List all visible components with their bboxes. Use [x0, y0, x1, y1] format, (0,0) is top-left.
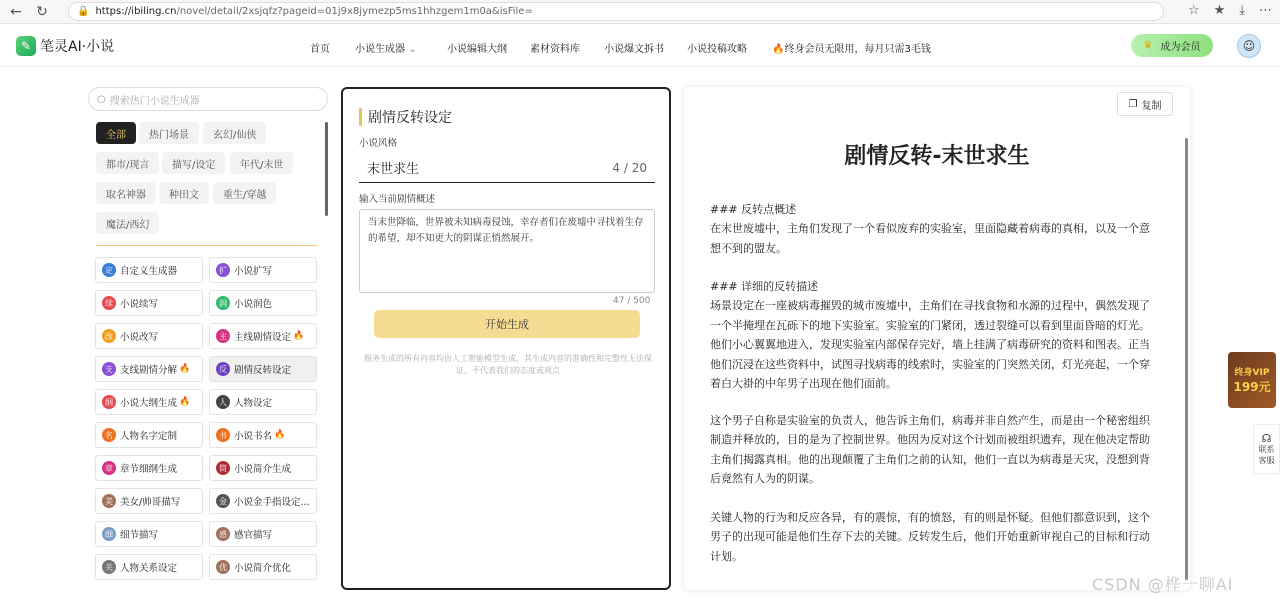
disclaimer: 服务生成的所有内容均由人工智能模型生成，其生成内容的准确性和完整性无法保证，不代表我们的态度或观点	[364, 354, 652, 375]
nav-materials[interactable]: 素材资料库	[530, 44, 580, 55]
tool-icon: 定	[102, 263, 116, 277]
search-icon: ○	[97, 93, 106, 105]
logo-icon: ✎	[16, 36, 36, 56]
tool-label: 主线剧情设定	[234, 332, 292, 343]
tool-item[interactable]	[209, 323, 317, 349]
nav-promo-label: 终身会员无限用，每月只需3毛钱	[784, 44, 931, 55]
tool-icon: 扩	[216, 263, 230, 277]
form-title-text: 剧情反转设定	[368, 110, 452, 126]
chevron-down-icon: ⌄	[408, 44, 417, 55]
category-hot[interactable]: 热门场景	[139, 122, 199, 144]
category-farming[interactable]: 种田文	[159, 182, 209, 204]
tool-icon: 人	[216, 395, 230, 409]
output-panel	[684, 87, 1190, 590]
output-paragraph: ### 详细的反转描述 场景设定在一座被病毒摧毁的城市废墟中，主角们在寻找食物和水源的过程中，偶然发现了一个半掩埋在瓦砾下的地下实验室。实验室的门紧闭，透过裂缝可以看到里面昏暗的灯光。他们小心翼翼地进入，发现实验室内部保存完好，墙上挂满了病毒研究的资料和图表。正当他们沉浸在这些资料中，试图寻找病毒的线索时，实验室的门突然关闭，灯光亮起，一个穿着白大褂的中年男子出现在他们面前。	[710, 280, 1150, 391]
generator-form	[341, 87, 671, 590]
tool-icon: 细	[102, 527, 116, 541]
tool-item[interactable]	[95, 389, 203, 415]
download-icon[interactable]: ⤓	[1239, 3, 1245, 18]
tool-icon: 感	[216, 527, 230, 541]
tool-label: 小说改写	[120, 332, 159, 343]
tool-label: 支线剧情分解	[120, 365, 178, 376]
tool-label: 章节细纲生成	[120, 464, 178, 475]
tool-item[interactable]	[209, 488, 317, 514]
copy-button[interactable]	[1117, 92, 1173, 116]
search-placeholder: 搜索热门小说生成器	[109, 95, 200, 107]
site-logo[interactable]	[16, 36, 114, 56]
tool-item[interactable]	[95, 323, 203, 349]
nav-home[interactable]: 首页	[310, 44, 330, 55]
style-value: 末世求生	[367, 162, 420, 177]
url-path: /novel/detail/2xsjqfz?pageid=01j9x8jymezp5ms1hhzgem1m0a&isFile=	[176, 6, 533, 17]
plot-textarea[interactable]: 当末世降临，世界被未知病毒侵蚀，幸存者们在废墟中寻找着生存的希望，却不知更大的阴谋正悄然展开。	[359, 209, 655, 293]
tool-icon: 支	[102, 362, 116, 376]
tool-icon: 续	[102, 296, 116, 310]
tool-icon: 名	[102, 428, 116, 442]
nav-outline[interactable]: 小说编辑大纲	[447, 44, 507, 55]
become-vip-button[interactable]	[1131, 34, 1213, 57]
tool-icon: 金	[216, 494, 230, 508]
tool-label: 人物关系设定	[120, 563, 178, 574]
tool-icon: 纲	[102, 395, 116, 409]
tool-item[interactable]	[95, 257, 203, 283]
plot-count: 47 / 500	[613, 296, 651, 306]
watermark: CSDN @桦一聊AI	[1092, 575, 1234, 594]
output-title: 剧情反转-末世求生	[844, 144, 1030, 169]
headset-icon: ☊	[1261, 431, 1272, 445]
favorite-icon[interactable]: ☆	[1187, 3, 1200, 18]
category-urban[interactable]: 都市/现言	[96, 152, 159, 174]
service-label-2: 客服	[1258, 455, 1275, 465]
tool-icon: 改	[102, 329, 116, 343]
avatar[interactable]: ☺	[1237, 34, 1261, 58]
tool-label: 剧情反转设定	[234, 365, 292, 376]
tool-icon: 章	[102, 461, 116, 475]
style-count: 4 / 20	[612, 160, 647, 175]
tool-item[interactable]	[95, 356, 203, 382]
browser-toolbar	[0, 0, 1280, 24]
nav-submission[interactable]: 小说投稿攻略	[687, 44, 747, 55]
tool-label: 人物名字定制	[120, 431, 178, 442]
nav-generator[interactable]	[355, 40, 417, 55]
collections-icon[interactable]: ★	[1213, 3, 1226, 18]
tool-item[interactable]	[209, 290, 317, 316]
nav-generator-label: 小说生成器	[355, 44, 405, 55]
style-input[interactable]	[359, 153, 655, 183]
site-header	[0, 24, 1280, 67]
refresh-icon[interactable]: ↻	[36, 3, 48, 20]
tool-icon: 润	[216, 296, 230, 310]
logo-text: 笔灵AI·小说	[40, 39, 115, 55]
tool-item[interactable]	[95, 521, 203, 547]
tool-label: 人物设定	[234, 398, 273, 409]
fire-icon: 🔥	[772, 44, 785, 55]
category-scrollbar[interactable]	[325, 122, 328, 216]
category-magic[interactable]: 魔法/西幻	[96, 212, 159, 234]
copy-label: 复制	[1141, 100, 1162, 112]
nav-promo[interactable]	[772, 40, 931, 55]
tool-item[interactable]	[95, 422, 203, 448]
category-fantasy[interactable]: 玄幻/仙侠	[203, 122, 266, 144]
fire-icon: 🔥	[179, 397, 191, 407]
style-label: 小说风格	[359, 138, 398, 149]
copy-icon: ❐	[1128, 98, 1138, 110]
tool-label: 小说续写	[120, 299, 159, 310]
generator-search-input[interactable]	[88, 87, 328, 111]
tool-label: 小说书名	[234, 431, 273, 442]
category-naming[interactable]: 取名神器	[96, 182, 156, 204]
tool-item[interactable]	[209, 257, 317, 283]
tool-item[interactable]	[95, 554, 203, 580]
menu-icon[interactable]: ⋯	[1259, 3, 1272, 18]
tool-label: 小说润色	[234, 299, 273, 310]
vip-label: 成为会员	[1160, 42, 1201, 53]
category-apocalypse[interactable]: 年代/末世	[230, 152, 293, 174]
tool-label: 美女/帅哥描写	[120, 497, 181, 508]
tool-icon: 主	[216, 329, 230, 343]
vip-badge-price: 199元	[1233, 380, 1271, 394]
generate-button[interactable]: 开始生成	[374, 310, 640, 338]
category-all[interactable]: 全部	[96, 122, 136, 144]
vip-badge-title: 终身VIP	[1234, 368, 1270, 378]
tool-item[interactable]	[95, 488, 203, 514]
tool-item[interactable]	[209, 422, 317, 448]
tool-label: 自定义生成器	[120, 266, 178, 277]
url-host: https://ibiling.cn	[95, 6, 177, 17]
tool-label: 小说金手指设定...	[234, 497, 310, 508]
category-rebirth[interactable]: 重生/穿越	[213, 182, 276, 204]
tool-item[interactable]	[209, 521, 317, 547]
output-scrollbar[interactable]	[1185, 138, 1188, 580]
tool-icon: 关	[102, 560, 116, 574]
service-label-1: 联系	[1258, 444, 1275, 454]
tool-label: 小说简介优化	[234, 563, 292, 574]
tool-icon: 美	[102, 494, 116, 508]
address-bar[interactable]	[68, 2, 1164, 21]
lock-icon: 🔒	[77, 6, 90, 17]
tool-icon: 优	[216, 560, 230, 574]
fire-icon: 🔥	[293, 331, 305, 341]
plot-label: 输入当前剧情概述	[359, 194, 436, 205]
crown-icon: ♛	[1143, 40, 1153, 51]
back-icon[interactable]: ←	[10, 3, 22, 20]
fire-icon: 🔥	[179, 364, 191, 374]
output-paragraph: ### 反转点概述 在末世废墟中，主角们发现了一个看似废弃的实验室，里面隐藏着病毒的真相，以及一个意想不到的盟友。	[710, 203, 1150, 255]
tool-icon: 反	[216, 362, 230, 376]
customer-service-button[interactable]	[1253, 424, 1280, 474]
tool-label: 小说大纲生成	[120, 398, 178, 409]
tool-label: 小说简介生成	[234, 464, 292, 475]
tool-label: 感官描写	[234, 530, 273, 541]
tool-item[interactable]	[209, 356, 317, 382]
tool-icon: 简	[216, 461, 230, 475]
tool-item[interactable]	[209, 554, 317, 580]
tool-item[interactable]	[209, 455, 317, 481]
vip-promo-badge[interactable]	[1228, 352, 1276, 408]
output-paragraph: 关键人物的行为和反应各异，有的震惊，有的愤怒，有的则是怀疑。但他们都意识到，这个男子的出现可能是他们生存下去的关键。反转发生后，他们开始重新审视自己的目标和行动计划。	[710, 511, 1150, 563]
divider	[96, 245, 317, 246]
tool-item[interactable]	[95, 290, 203, 316]
tool-item[interactable]	[209, 389, 317, 415]
output-paragraph: 这个男子自称是实验室的负责人，他告诉主角们，病毒并非自然产生，而是由一个秘密组织制造并释放的，目的是为了控制世界。他因为反对这个计划而被组织遗弃，现在他决定帮助主角们揭露真相。他的出现颠覆了主角们之前的认知，他们一直以为病毒是天灾，没想到背后竟然有人为的阴谋。	[710, 414, 1150, 486]
form-title	[359, 107, 452, 127]
nav-analysis[interactable]: 小说爆文拆书	[604, 44, 664, 55]
tool-label: 细节描写	[120, 530, 159, 541]
category-description[interactable]: 描写/设定	[162, 152, 225, 174]
fire-icon: 🔥	[274, 430, 286, 440]
tool-item[interactable]	[95, 455, 203, 481]
tool-label: 小说扩写	[234, 266, 273, 277]
tool-icon: 书	[216, 428, 230, 442]
